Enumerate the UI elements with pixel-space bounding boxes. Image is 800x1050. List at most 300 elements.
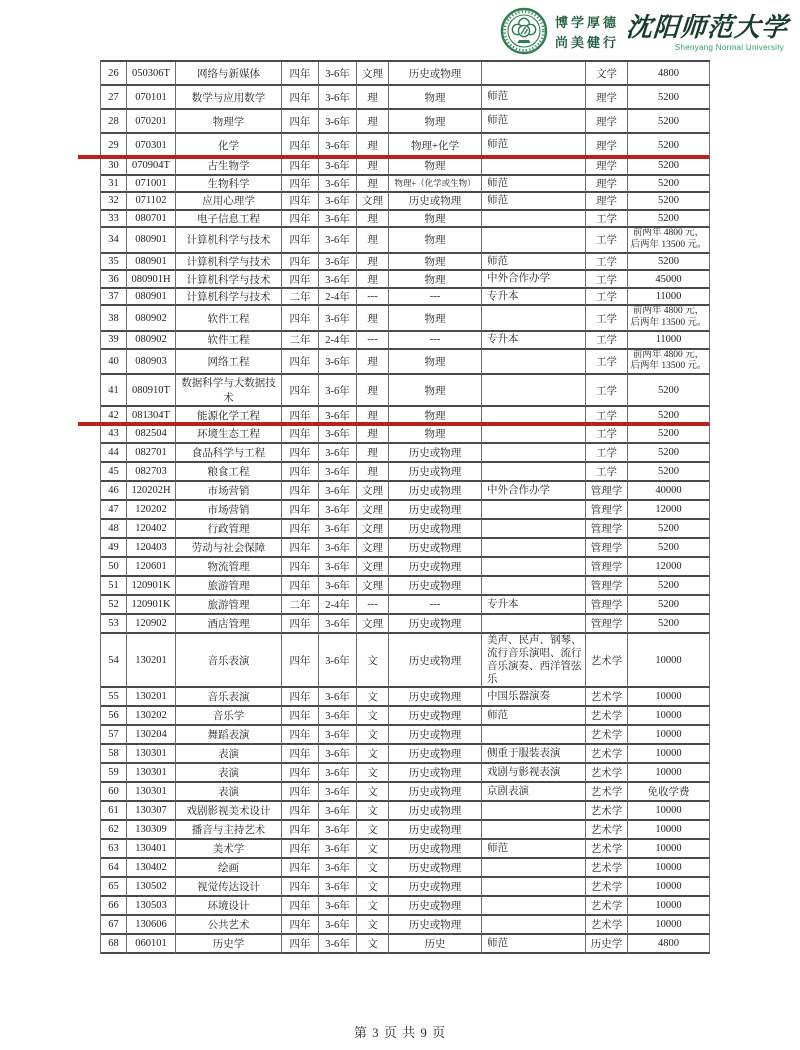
cell-major_code: 120902 xyxy=(127,615,176,634)
cell-study_years: 2-4年 xyxy=(319,289,357,307)
cell-row_no: 68 xyxy=(101,935,127,954)
cell-major_name: 绘画 xyxy=(176,859,282,878)
cell-major_code: 130301 xyxy=(127,783,176,802)
table-row xyxy=(101,86,710,110)
cell-major_name: 旅游管理 xyxy=(176,596,282,615)
cell-major_name: 网络工程 xyxy=(176,350,282,376)
cell-study_years: 3-6年 xyxy=(319,350,357,376)
cell-tuition: 5200 xyxy=(628,86,710,110)
cell-study_years: 3-6年 xyxy=(319,110,357,134)
cell-category: 理 xyxy=(357,254,389,272)
cell-study_years: 3-6年 xyxy=(319,86,357,110)
cell-major_name: 计算机科学与技术 xyxy=(176,289,282,307)
cell-major_code: 120601 xyxy=(127,558,176,577)
cell-exam_subjects: 历史或物理 xyxy=(389,745,482,764)
cell-study_years: 3-6年 xyxy=(319,916,357,935)
table-row xyxy=(101,444,710,463)
cell-tuition: 10000 xyxy=(628,916,710,935)
table-row xyxy=(101,802,710,821)
cell-category: 理 xyxy=(357,271,389,289)
cell-category: 文 xyxy=(357,935,389,954)
cell-note xyxy=(482,425,586,444)
cell-degree: 理学 xyxy=(586,158,628,176)
cell-row_no: 46 xyxy=(101,482,127,501)
cell-duration: 四年 xyxy=(282,539,319,558)
cell-degree: 理学 xyxy=(586,176,628,194)
cell-note: 专升本 xyxy=(482,596,586,615)
cell-degree: 文学 xyxy=(586,62,628,86)
motto-line-2: 尚美健行 xyxy=(555,35,620,50)
cell-major_name: 公共艺术 xyxy=(176,916,282,935)
cell-note xyxy=(482,62,586,86)
table-row xyxy=(101,878,710,897)
cell-study_years: 3-6年 xyxy=(319,935,357,954)
cell-major_code: 120202 xyxy=(127,501,176,520)
cell-duration: 四年 xyxy=(282,271,319,289)
cell-exam_subjects: 历史或物理 xyxy=(389,482,482,501)
cell-degree: 历史学 xyxy=(586,935,628,954)
cell-major_code: 070201 xyxy=(127,110,176,134)
cell-major_code: 050306T xyxy=(127,62,176,86)
cell-study_years: 3-6年 xyxy=(319,228,357,254)
cell-tuition: 10000 xyxy=(628,878,710,897)
cell-tuition: 5200 xyxy=(628,134,710,158)
cell-row_no: 51 xyxy=(101,577,127,596)
cell-row_no: 31 xyxy=(101,176,127,194)
cell-degree: 艺术学 xyxy=(586,840,628,859)
cell-major_code: 080901 xyxy=(127,289,176,307)
cell-row_no: 48 xyxy=(101,520,127,539)
cell-exam_subjects: 物理 xyxy=(389,350,482,376)
cell-exam_subjects: 历史或物理 xyxy=(389,878,482,897)
cell-row_no: 59 xyxy=(101,764,127,783)
cell-duration: 四年 xyxy=(282,615,319,634)
table-row xyxy=(101,350,710,376)
cell-degree: 艺术学 xyxy=(586,897,628,916)
cell-row_no: 50 xyxy=(101,558,127,577)
cell-note: 美声、民声、钢琴、流行音乐演唱、流行音乐演奏、西洋管弦乐 xyxy=(482,634,586,689)
cell-duration: 四年 xyxy=(282,501,319,520)
cell-major_name: 化学 xyxy=(176,134,282,158)
cell-row_no: 37 xyxy=(101,289,127,307)
cell-category: 理 xyxy=(357,444,389,463)
cell-category: 文 xyxy=(357,726,389,745)
cell-degree: 艺术学 xyxy=(586,707,628,726)
table-row xyxy=(101,916,710,935)
cell-row_no: 40 xyxy=(101,350,127,376)
cell-row_no: 28 xyxy=(101,110,127,134)
cell-category: 文 xyxy=(357,783,389,802)
cell-exam_subjects: 物理 xyxy=(389,254,482,272)
cell-duration: 四年 xyxy=(282,859,319,878)
cell-degree: 管理学 xyxy=(586,558,628,577)
cell-major_code: 130606 xyxy=(127,916,176,935)
cell-study_years: 3-6年 xyxy=(319,407,357,425)
cell-major_code: 120901K xyxy=(127,596,176,615)
cell-exam_subjects: 历史或物理 xyxy=(389,859,482,878)
cell-note xyxy=(482,463,586,482)
cell-tuition: 前两年 4800 元，后两年 13500 元。 xyxy=(628,306,710,332)
cell-major_code: 060101 xyxy=(127,935,176,954)
cell-duration: 二年 xyxy=(282,596,319,615)
cell-exam_subjects: 历史或物理 xyxy=(389,558,482,577)
cell-exam_subjects: 历史或物理 xyxy=(389,444,482,463)
cell-duration: 四年 xyxy=(282,916,319,935)
table-row xyxy=(101,158,710,176)
cell-major_code: 071102 xyxy=(127,193,176,211)
cell-category: 文理 xyxy=(357,501,389,520)
table-row xyxy=(101,577,710,596)
cell-row_no: 43 xyxy=(101,425,127,444)
cell-duration: 四年 xyxy=(282,444,319,463)
cell-major_code: 082504 xyxy=(127,425,176,444)
table-row xyxy=(101,289,710,307)
cell-tuition: 4800 xyxy=(628,935,710,954)
cell-major_code: 120402 xyxy=(127,520,176,539)
cell-tuition: 10000 xyxy=(628,802,710,821)
cell-duration: 四年 xyxy=(282,707,319,726)
cell-tuition: 11000 xyxy=(628,332,710,350)
cell-note: 中国乐器演奏 xyxy=(482,688,586,707)
cell-note xyxy=(482,501,586,520)
cell-exam_subjects: 物理 xyxy=(389,425,482,444)
cell-category: 文 xyxy=(357,688,389,707)
cell-category: 文理 xyxy=(357,539,389,558)
table-row xyxy=(101,783,710,802)
cell-row_no: 62 xyxy=(101,821,127,840)
cell-tuition: 10000 xyxy=(628,840,710,859)
cell-exam_subjects: 历史或物理 xyxy=(389,783,482,802)
cell-degree: 管理学 xyxy=(586,577,628,596)
cell-degree: 管理学 xyxy=(586,520,628,539)
cell-tuition: 10000 xyxy=(628,897,710,916)
table-row xyxy=(101,897,710,916)
cell-study_years: 3-6年 xyxy=(319,176,357,194)
cell-major_code: 130307 xyxy=(127,802,176,821)
cell-major_name: 应用心理学 xyxy=(176,193,282,211)
cell-exam_subjects: 历史或物理 xyxy=(389,615,482,634)
cell-degree: 艺术学 xyxy=(586,764,628,783)
university-name: 沈阳师范大学 xyxy=(625,13,790,43)
table-row xyxy=(101,193,710,211)
table-row xyxy=(101,688,710,707)
cell-tuition: 5200 xyxy=(628,211,710,229)
cell-duration: 四年 xyxy=(282,878,319,897)
cell-row_no: 52 xyxy=(101,596,127,615)
cell-note xyxy=(482,228,586,254)
cell-degree: 工学 xyxy=(586,211,628,229)
cell-study_years: 3-6年 xyxy=(319,444,357,463)
cell-exam_subjects: 历史 xyxy=(389,935,482,954)
table-row xyxy=(101,332,710,350)
cell-major_code: 070904T xyxy=(127,158,176,176)
cell-duration: 四年 xyxy=(282,193,319,211)
cell-degree: 工学 xyxy=(586,463,628,482)
cell-major_code: 080701 xyxy=(127,211,176,229)
table-row xyxy=(101,935,710,954)
cell-note: 侧重于服装表演 xyxy=(482,745,586,764)
cell-row_no: 41 xyxy=(101,375,127,407)
cell-tuition: 10000 xyxy=(628,764,710,783)
cell-major_code: 080910T xyxy=(127,375,176,407)
cell-major_code: 130204 xyxy=(127,726,176,745)
cell-note xyxy=(482,577,586,596)
table-row xyxy=(101,596,710,615)
cell-duration: 四年 xyxy=(282,935,319,954)
cell-exam_subjects: 历史或物理 xyxy=(389,821,482,840)
cell-exam_subjects: 历史或物理 xyxy=(389,463,482,482)
cell-category: 文 xyxy=(357,707,389,726)
cell-major_name: 表演 xyxy=(176,783,282,802)
cell-tuition: 5200 xyxy=(628,158,710,176)
cell-major_code: 130401 xyxy=(127,840,176,859)
cell-duration: 四年 xyxy=(282,634,319,689)
red-underline-mark xyxy=(78,155,709,159)
cell-major_name: 视觉传达设计 xyxy=(176,878,282,897)
cell-category: --- xyxy=(357,332,389,350)
cell-category: 理 xyxy=(357,86,389,110)
cell-exam_subjects: --- xyxy=(389,289,482,307)
cell-tuition: 5200 xyxy=(628,577,710,596)
cell-category: 文理 xyxy=(357,193,389,211)
cell-exam_subjects: 历史或物理 xyxy=(389,62,482,86)
cell-row_no: 56 xyxy=(101,707,127,726)
cell-duration: 四年 xyxy=(282,482,319,501)
cell-study_years: 2-4年 xyxy=(319,332,357,350)
table-row xyxy=(101,764,710,783)
cell-category: 理 xyxy=(357,425,389,444)
cell-duration: 四年 xyxy=(282,228,319,254)
cell-tuition: 5200 xyxy=(628,539,710,558)
cell-degree: 理学 xyxy=(586,110,628,134)
cell-row_no: 42 xyxy=(101,407,127,425)
cell-row_no: 64 xyxy=(101,859,127,878)
cell-major_name: 粮食工程 xyxy=(176,463,282,482)
cell-category: 理 xyxy=(357,110,389,134)
cell-major_code: 130301 xyxy=(127,764,176,783)
cell-major_name: 计算机科学与技术 xyxy=(176,271,282,289)
cell-major_code: 130202 xyxy=(127,707,176,726)
cell-category: 理 xyxy=(357,375,389,407)
cell-duration: 四年 xyxy=(282,425,319,444)
cell-note xyxy=(482,375,586,407)
cell-major_name: 数据科学与大数据技术 xyxy=(176,375,282,407)
cell-category: 文 xyxy=(357,802,389,821)
cell-tuition: 前两年 4800 元，后两年 13500 元。 xyxy=(628,228,710,254)
cell-exam_subjects: 物理 xyxy=(389,375,482,407)
cell-exam_subjects: 历史或物理 xyxy=(389,577,482,596)
cell-note: 中外合作办学 xyxy=(482,482,586,501)
cell-row_no: 34 xyxy=(101,228,127,254)
cell-study_years: 3-6年 xyxy=(319,634,357,689)
cell-duration: 四年 xyxy=(282,558,319,577)
cell-category: 文 xyxy=(357,916,389,935)
cell-note: 师范 xyxy=(482,86,586,110)
cell-degree: 管理学 xyxy=(586,615,628,634)
cell-study_years: 3-6年 xyxy=(319,726,357,745)
cell-study_years: 3-6年 xyxy=(319,821,357,840)
cell-exam_subjects: 历史或物理 xyxy=(389,193,482,211)
cell-degree: 工学 xyxy=(586,444,628,463)
cell-row_no: 65 xyxy=(101,878,127,897)
table-row xyxy=(101,306,710,332)
cell-study_years: 3-6年 xyxy=(319,271,357,289)
cell-tuition: 5200 xyxy=(628,254,710,272)
cell-row_no: 60 xyxy=(101,783,127,802)
cell-note: 师范 xyxy=(482,254,586,272)
cell-degree: 工学 xyxy=(586,350,628,376)
cell-degree: 管理学 xyxy=(586,501,628,520)
cell-degree: 管理学 xyxy=(586,596,628,615)
cell-exam_subjects: 历史或物理 xyxy=(389,707,482,726)
cell-row_no: 32 xyxy=(101,193,127,211)
cell-exam_subjects: 物理 xyxy=(389,271,482,289)
table-row xyxy=(101,211,710,229)
cell-tuition: 10000 xyxy=(628,726,710,745)
cell-tuition: 4800 xyxy=(628,62,710,86)
cell-degree: 艺术学 xyxy=(586,634,628,689)
cell-category: 文 xyxy=(357,634,389,689)
cell-degree: 工学 xyxy=(586,332,628,350)
cell-study_years: 3-6年 xyxy=(319,520,357,539)
cell-row_no: 53 xyxy=(101,615,127,634)
table-row xyxy=(101,859,710,878)
cell-major_name: 古生物学 xyxy=(176,158,282,176)
cell-major_name: 播音与主持艺术 xyxy=(176,821,282,840)
cell-major_name: 电子信息工程 xyxy=(176,211,282,229)
cell-major_name: 历史学 xyxy=(176,935,282,954)
cell-tuition: 前两年 4800 元，后两年 13500 元。 xyxy=(628,350,710,376)
cell-exam_subjects: --- xyxy=(389,332,482,350)
cell-exam_subjects: 物理 xyxy=(389,228,482,254)
cell-study_years: 3-6年 xyxy=(319,193,357,211)
cell-major_name: 生物科学 xyxy=(176,176,282,194)
table-row xyxy=(101,634,710,689)
cell-category: --- xyxy=(357,596,389,615)
cell-major_code: 080901 xyxy=(127,254,176,272)
cell-exam_subjects: 物理 xyxy=(389,158,482,176)
table-row xyxy=(101,463,710,482)
cell-major_name: 市场营销 xyxy=(176,482,282,501)
cell-exam_subjects: 历史或物理 xyxy=(389,802,482,821)
cell-tuition: 免收学费 xyxy=(628,783,710,802)
cell-exam_subjects: 历史或物理 xyxy=(389,840,482,859)
table-row xyxy=(101,254,710,272)
cell-study_years: 3-6年 xyxy=(319,425,357,444)
cell-note: 师范 xyxy=(482,707,586,726)
cell-category: 理 xyxy=(357,350,389,376)
table-row xyxy=(101,425,710,444)
table-row xyxy=(101,821,710,840)
cell-tuition: 10000 xyxy=(628,859,710,878)
cell-note xyxy=(482,878,586,897)
cell-category: 文 xyxy=(357,897,389,916)
cell-note xyxy=(482,306,586,332)
cell-note: 师范 xyxy=(482,110,586,134)
cell-major_name: 市场营销 xyxy=(176,501,282,520)
cell-degree: 艺术学 xyxy=(586,859,628,878)
cell-category: 文理 xyxy=(357,482,389,501)
cell-duration: 四年 xyxy=(282,254,319,272)
cell-degree: 工学 xyxy=(586,425,628,444)
cell-tuition: 5200 xyxy=(628,193,710,211)
cell-row_no: 54 xyxy=(101,634,127,689)
table-row xyxy=(101,482,710,501)
cell-major_name: 食品科学与工程 xyxy=(176,444,282,463)
cell-study_years: 3-6年 xyxy=(319,254,357,272)
cell-exam_subjects: 物理+化学 xyxy=(389,134,482,158)
cell-duration: 四年 xyxy=(282,306,319,332)
table-row xyxy=(101,110,710,134)
cell-tuition: 12000 xyxy=(628,558,710,577)
cell-note xyxy=(482,539,586,558)
cell-note xyxy=(482,444,586,463)
cell-major_name: 物理学 xyxy=(176,110,282,134)
cell-study_years: 3-6年 xyxy=(319,897,357,916)
cell-duration: 四年 xyxy=(282,520,319,539)
cell-major_code: 130301 xyxy=(127,745,176,764)
cell-exam_subjects: 历史或物理 xyxy=(389,688,482,707)
cell-exam_subjects: 物理 xyxy=(389,211,482,229)
cell-category: 文理 xyxy=(357,615,389,634)
cell-study_years: 3-6年 xyxy=(319,158,357,176)
cell-exam_subjects: 历史或物理 xyxy=(389,539,482,558)
cell-degree: 工学 xyxy=(586,271,628,289)
cell-row_no: 33 xyxy=(101,211,127,229)
cell-major_name: 数学与应用数学 xyxy=(176,86,282,110)
cell-row_no: 44 xyxy=(101,444,127,463)
cell-category: 文 xyxy=(357,859,389,878)
cell-tuition: 5200 xyxy=(628,444,710,463)
cell-category: 文 xyxy=(357,764,389,783)
cell-duration: 四年 xyxy=(282,62,319,86)
cell-tuition: 40000 xyxy=(628,482,710,501)
cell-major_code: 070101 xyxy=(127,86,176,110)
cell-duration: 四年 xyxy=(282,897,319,916)
cell-study_years: 3-6年 xyxy=(319,688,357,707)
cell-major_name: 环境设计 xyxy=(176,897,282,916)
cell-note xyxy=(482,558,586,577)
cell-major_name: 美术学 xyxy=(176,840,282,859)
cell-note: 戏剧与影视表演 xyxy=(482,764,586,783)
cell-study_years: 3-6年 xyxy=(319,306,357,332)
cell-exam_subjects: 历史或物理 xyxy=(389,634,482,689)
cell-degree: 工学 xyxy=(586,306,628,332)
cell-row_no: 36 xyxy=(101,271,127,289)
cell-study_years: 3-6年 xyxy=(319,211,357,229)
table-body xyxy=(101,62,710,954)
cell-duration: 四年 xyxy=(282,840,319,859)
cell-duration: 四年 xyxy=(282,726,319,745)
cell-major_code: 120202H xyxy=(127,482,176,501)
cell-major_name: 戏剧影视美术设计 xyxy=(176,802,282,821)
cell-note xyxy=(482,821,586,840)
cell-degree: 工学 xyxy=(586,254,628,272)
cell-tuition: 10000 xyxy=(628,688,710,707)
cell-note xyxy=(482,520,586,539)
cell-major_code: 082701 xyxy=(127,444,176,463)
cell-row_no: 39 xyxy=(101,332,127,350)
cell-category: 理 xyxy=(357,407,389,425)
cell-study_years: 3-6年 xyxy=(319,745,357,764)
cell-degree: 管理学 xyxy=(586,482,628,501)
cell-major_code: 130309 xyxy=(127,821,176,840)
cell-major_code: 130502 xyxy=(127,878,176,897)
cell-note xyxy=(482,859,586,878)
cell-major_code: 130402 xyxy=(127,859,176,878)
cell-tuition: 5200 xyxy=(628,463,710,482)
cell-tuition: 10000 xyxy=(628,745,710,764)
